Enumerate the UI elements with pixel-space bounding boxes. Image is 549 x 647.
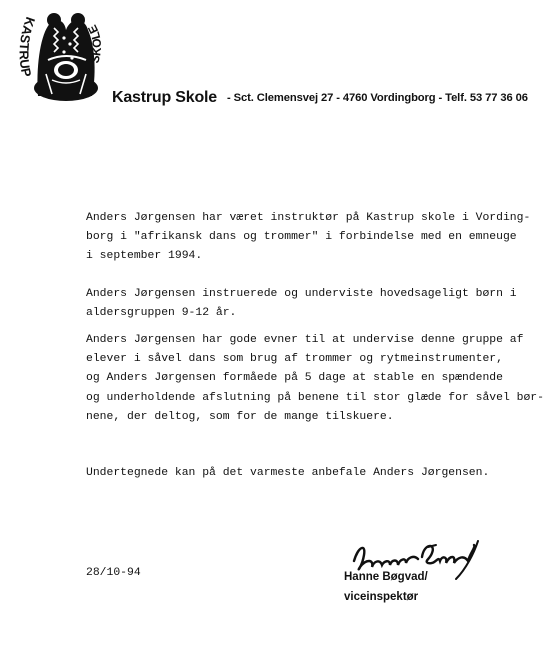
signer-name: Hanne Bøgvad/ xyxy=(344,571,428,583)
signer-title: viceinspektør xyxy=(344,591,419,603)
letter-paragraph: Anders Jørgensen har været instruktør på Kastrup skole i Vording- borg i "afrikansk dans og trommer" i forbindelse med en emneuge i september 1994. xyxy=(86,212,531,263)
letter-paragraph: Anders Jørgensen instruerede og underviste hovedsageligt børn i aldersgruppen 9-12 år. xyxy=(86,287,517,319)
letter-paragraph: Undertegnede kan på det varmeste anbefale Anders Jørgensen. xyxy=(86,467,490,480)
school-logo xyxy=(8,8,112,108)
school-name: Kastrup Skole xyxy=(112,89,217,106)
svg-text:SKOLE: SKOLE xyxy=(85,22,105,65)
school-address: - Sct. Clemensvej 27 - 4760 Vordingborg - Telf. 53 77 36 06 xyxy=(227,92,528,104)
letter-paragraph: Anders Jørgensen har gode evner til at undervise denne gruppe af elever i såvel dans som brug af trommer og rytmeinstrumenter, og Anders Jørgensen formåede på 5 dage at stable en spændende og underholdende afslutning på benene til stor glæde for såvel bør- nene, der deltog, som for de mange tilskuere. xyxy=(86,334,544,423)
svg-text:KASTRUP: KASTRUP xyxy=(16,15,39,79)
letter-date: 28/10-94 xyxy=(86,567,141,579)
letter-body xyxy=(86,209,544,483)
